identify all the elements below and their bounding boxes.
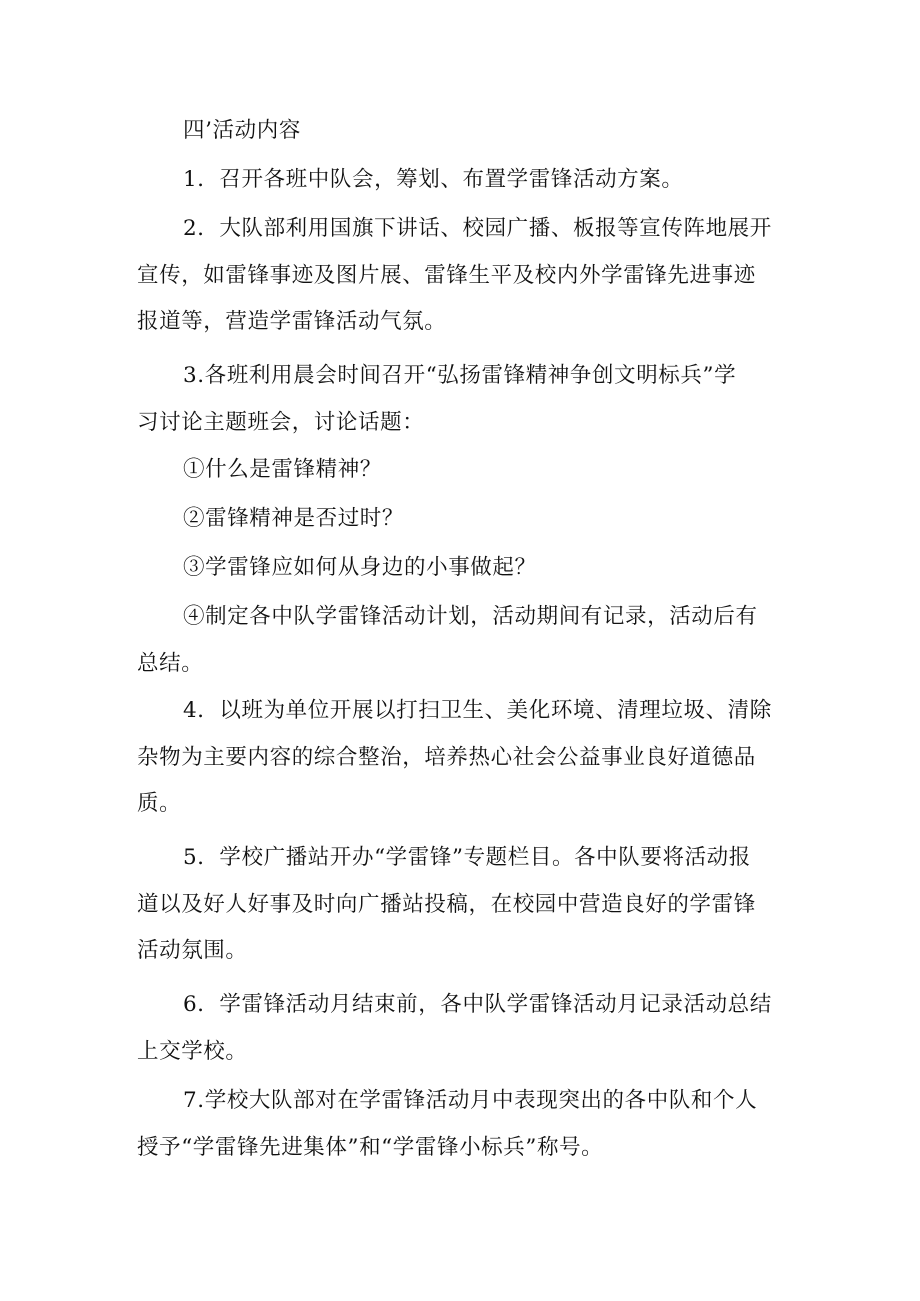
paragraph-line: 杂物为主要内容的综合整治，培养热心社会公益事业良好道德品 <box>137 744 756 770</box>
paragraph-1 <box>0 157 920 204</box>
topic-3 <box>0 545 920 592</box>
paragraph-line: 上交学校。 <box>137 1038 248 1064</box>
paragraph-line: 4．以班为单位开展以打扫卫生、美化环境、清理垃圾、清除 <box>183 698 772 723</box>
paragraph-6 <box>0 982 920 1075</box>
paragraph-line: 报道等，营造学雷锋活动气氛。 <box>137 309 447 334</box>
paragraph-line: ②雷锋精神是否过时？ <box>183 506 405 531</box>
paragraph-line: 质。 <box>137 791 182 816</box>
paragraph-7 <box>0 1078 920 1171</box>
paragraph-5 <box>0 835 920 975</box>
paragraph-line: ③学雷锋应如何从身边的小事做起？ <box>183 555 537 580</box>
paragraph-line: 2．大队部利用国旗下讲话、校园广播、板报等宣传阵地展开 <box>183 216 772 241</box>
paragraph-line: 6．学雷锋活动月结束前，各中队学雷锋活动月记录活动总结 <box>183 992 772 1017</box>
paragraph-4 <box>0 688 920 828</box>
paragraph-2 <box>0 206 920 346</box>
heading-text: 四’活动内容 <box>183 118 301 143</box>
paragraph-3 <box>0 353 920 446</box>
paragraph-line: 总结。 <box>137 650 204 676</box>
topic-4 <box>0 594 920 687</box>
paragraph-line: 活动氛围。 <box>137 938 248 963</box>
paragraph-line: 3.各班利用晨会时间召开“弘扬雷锋精神争创文明标兵”学 <box>183 363 737 388</box>
paragraph-line: 授予“学雷锋先进集体”和“学雷锋小标兵”称号。 <box>137 1134 604 1160</box>
paragraph-line: ④制定各中队学雷锋活动计划，活动期间有记录，活动后有 <box>183 604 758 629</box>
paragraph-line: ①什么是雷锋精神？ <box>183 457 382 482</box>
topic-1 <box>0 447 920 494</box>
paragraph-line: 道以及好人好事及时向广播站投稿，在校园中营造良好的学雷锋 <box>137 891 756 917</box>
paragraph-line: 7.学校大队部对在学雷锋活动月中表现突出的各中队和个人 <box>183 1088 758 1113</box>
paragraph-line: 习讨论主题班会，讨论话题： <box>137 409 425 435</box>
topic-2 <box>0 496 920 543</box>
paragraph-line: 1．召开各班中队会，筹划、布置学雷锋活动方案。 <box>183 167 684 192</box>
paragraph-line: 5．学校广播站开办“学雷锋”专题栏目。各中队要将活动报 <box>183 845 751 870</box>
section-heading <box>0 108 920 155</box>
paragraph-line: 宣传，如雷锋事迹及图片展、雷锋生平及校内外学雷锋先进事迹 <box>137 262 756 288</box>
